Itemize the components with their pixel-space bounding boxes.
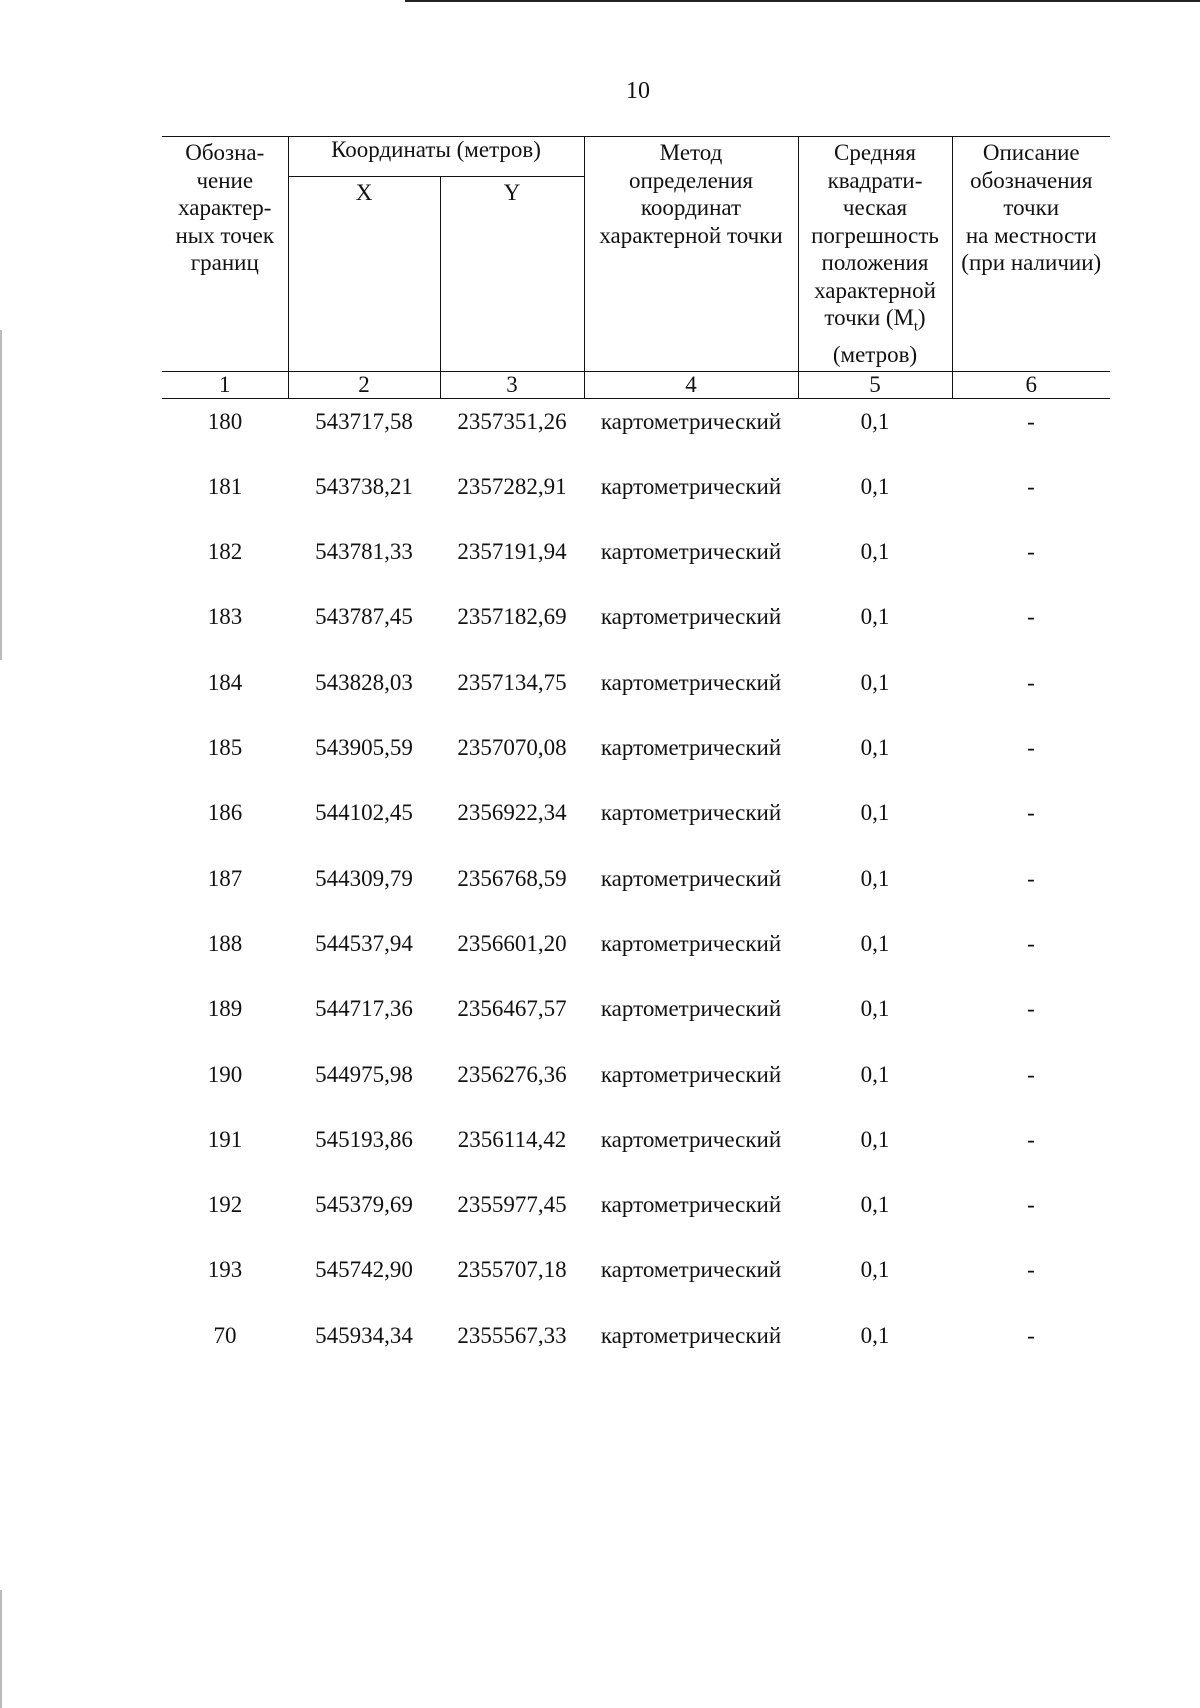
error-cell: 0,1	[860, 1126, 890, 1152]
error-cell: 0,1	[860, 800, 890, 826]
y-cell: 2356768,59	[457, 865, 567, 891]
point-cell: 181	[207, 473, 243, 499]
x-cell: 544309,79	[315, 865, 413, 891]
x-cell: 543828,03	[315, 669, 413, 695]
error-cell: 0,1	[860, 473, 890, 499]
description-cell: -	[1027, 930, 1035, 956]
header-line	[801, 304, 950, 341]
point-cell: 193	[207, 1257, 243, 1283]
method-cell: картометрический	[600, 539, 782, 565]
description-cell: -	[1027, 604, 1035, 630]
description-cell: -	[1027, 1061, 1035, 1087]
point-cell: 187	[207, 865, 243, 891]
scan-top-rule	[405, 0, 1200, 2]
header-line: погрешность	[811, 222, 939, 248]
header-line: характер-	[178, 195, 272, 220]
header-text: )	[917, 305, 926, 330]
point-cell: 184	[207, 669, 243, 695]
x-cell: 543717,58	[315, 408, 413, 434]
header-line: (при наличии)	[961, 250, 1102, 275]
description-cell: -	[1027, 408, 1035, 434]
point-cell: 180	[207, 408, 243, 434]
y-cell: 2357191,94	[457, 539, 567, 565]
header-line: характерной	[814, 277, 936, 303]
y-cell: 2356276,36	[457, 1061, 567, 1087]
header-line: (метров)	[832, 342, 918, 368]
header-line: обозначения	[970, 167, 1093, 193]
header-line: определения	[628, 167, 753, 193]
scan-left-edge-mark	[0, 330, 2, 660]
x-cell: 543787,45	[315, 604, 413, 630]
x-cell: 545742,90	[315, 1257, 413, 1283]
table-row	[162, 1249, 1110, 1314]
table-row	[162, 531, 1110, 596]
column-number: 6	[952, 371, 1110, 398]
column-number: 4	[584, 371, 798, 398]
table-row	[162, 792, 1110, 857]
description-cell: -	[1027, 1257, 1035, 1283]
method-cell: картометрический	[600, 1257, 782, 1283]
y-cell: 2357070,08	[457, 735, 567, 761]
x-cell: 544717,36	[315, 996, 413, 1022]
header-line: Средняя	[834, 140, 916, 165]
coordinates-table	[162, 136, 1110, 1380]
page-number: 10	[626, 78, 650, 104]
error-cell: 0,1	[860, 539, 890, 565]
header-line: квадрати-	[827, 167, 923, 193]
method-cell: картометрический	[600, 1192, 782, 1218]
column-number: 2	[288, 371, 440, 398]
table-row	[162, 727, 1110, 792]
table-row	[162, 398, 1110, 466]
error-cell: 0,1	[860, 930, 890, 956]
header-method	[584, 137, 798, 372]
description-cell: -	[1027, 1126, 1035, 1152]
method-cell: картометрический	[600, 1061, 782, 1087]
description-cell: -	[1027, 539, 1035, 565]
header-line: точки	[1003, 195, 1060, 220]
x-cell: 543738,21	[315, 473, 413, 499]
method-cell: картометрический	[600, 930, 782, 956]
table-row	[162, 1119, 1110, 1184]
y-cell: 2355707,18	[457, 1257, 567, 1283]
header-mean-square-error	[798, 137, 952, 372]
point-cell: 182	[207, 539, 243, 565]
y-cell: 2356922,34	[457, 800, 567, 826]
y-cell: 2357351,26	[457, 408, 567, 434]
header-line: Метод	[659, 140, 723, 165]
x-cell: 543905,59	[315, 735, 413, 761]
method-cell: картометрический	[600, 408, 782, 434]
y-cell: 2355567,33	[457, 1322, 567, 1348]
method-cell: картометрический	[600, 800, 782, 826]
point-cell: 188	[207, 930, 243, 956]
header-line: положения	[821, 250, 929, 275]
point-cell: 191	[207, 1126, 243, 1152]
description-cell: -	[1027, 865, 1035, 891]
header-line: чение	[196, 167, 254, 193]
error-cell: 0,1	[860, 996, 890, 1022]
y-cell: 2356601,20	[457, 930, 567, 956]
method-cell: картометрический	[600, 473, 782, 499]
y-cell: 2356467,57	[457, 996, 567, 1022]
error-cell: 0,1	[860, 604, 890, 630]
error-cell: 0,1	[860, 1322, 890, 1348]
header-line: координат	[640, 195, 742, 220]
point-cell: 185	[207, 735, 243, 761]
subscript-t: t	[914, 319, 918, 335]
method-cell: картометрический	[600, 996, 782, 1022]
header-point-designation	[162, 137, 288, 372]
error-cell: 0,1	[860, 408, 890, 434]
header-x: X	[288, 176, 440, 371]
header-line: Обозна-	[185, 140, 265, 165]
header-line: на местности	[965, 222, 1097, 248]
header-text: точки (M	[824, 305, 914, 330]
table-row	[162, 1184, 1110, 1249]
description-cell: -	[1027, 800, 1035, 826]
error-cell: 0,1	[860, 1192, 890, 1218]
table-row	[162, 1315, 1110, 1380]
error-cell: 0,1	[860, 1061, 890, 1087]
method-cell: картометрический	[600, 865, 782, 891]
table-row	[162, 923, 1110, 988]
point-cell: 190	[207, 1061, 243, 1087]
header-description	[952, 137, 1110, 372]
table-row	[162, 988, 1110, 1053]
x-cell: 544975,98	[315, 1061, 413, 1087]
table-row	[162, 466, 1110, 531]
method-cell: картометрический	[600, 669, 782, 695]
x-cell: 544102,45	[315, 800, 413, 826]
x-cell: 543781,33	[315, 539, 413, 565]
error-cell: 0,1	[860, 1257, 890, 1283]
table-row	[162, 662, 1110, 727]
header-line: ческая	[842, 195, 908, 220]
x-cell: 544537,94	[315, 930, 413, 956]
x-cell: 545379,69	[315, 1192, 413, 1218]
point-cell: 183	[207, 604, 243, 630]
y-cell: 2357282,91	[457, 473, 567, 499]
description-cell: -	[1027, 473, 1035, 499]
description-cell: -	[1027, 1192, 1035, 1218]
header-line: границ	[190, 250, 259, 275]
scan-left-edge-mark-bottom	[0, 1590, 2, 1708]
point-cell: 70	[213, 1322, 237, 1348]
error-cell: 0,1	[860, 865, 890, 891]
header-y: Y	[440, 176, 584, 371]
method-cell: картометрический	[600, 1126, 782, 1152]
error-cell: 0,1	[860, 735, 890, 761]
method-cell: картометрический	[600, 604, 782, 630]
description-cell: -	[1027, 996, 1035, 1022]
y-cell: 2357182,69	[457, 604, 567, 630]
table-row	[162, 596, 1110, 661]
table-row	[162, 858, 1110, 923]
error-cell: 0,1	[860, 669, 890, 695]
point-cell: 192	[207, 1192, 243, 1218]
x-cell: 545934,34	[315, 1322, 413, 1348]
method-cell: картометрический	[600, 1322, 782, 1348]
column-number: 3	[440, 371, 584, 398]
table-body	[162, 398, 1110, 1380]
table-row	[162, 1054, 1110, 1119]
method-cell: картометрический	[600, 735, 782, 761]
column-number: 5	[798, 371, 952, 398]
header-line: Описание	[982, 140, 1080, 165]
y-cell: 2355977,45	[457, 1192, 567, 1218]
y-cell: 2357134,75	[457, 669, 567, 695]
description-cell: -	[1027, 669, 1035, 695]
description-cell: -	[1027, 1322, 1035, 1348]
y-cell: 2356114,42	[457, 1126, 567, 1152]
header-line: ных точек	[175, 222, 275, 248]
description-cell: -	[1027, 735, 1035, 761]
point-cell: 186	[207, 800, 243, 826]
column-number: 1	[162, 371, 288, 398]
point-cell: 189	[207, 996, 243, 1022]
header-coordinates-group: Координаты (метров)	[288, 137, 584, 177]
x-cell: 545193,86	[315, 1126, 413, 1152]
header-line: характерной точки	[599, 222, 783, 248]
